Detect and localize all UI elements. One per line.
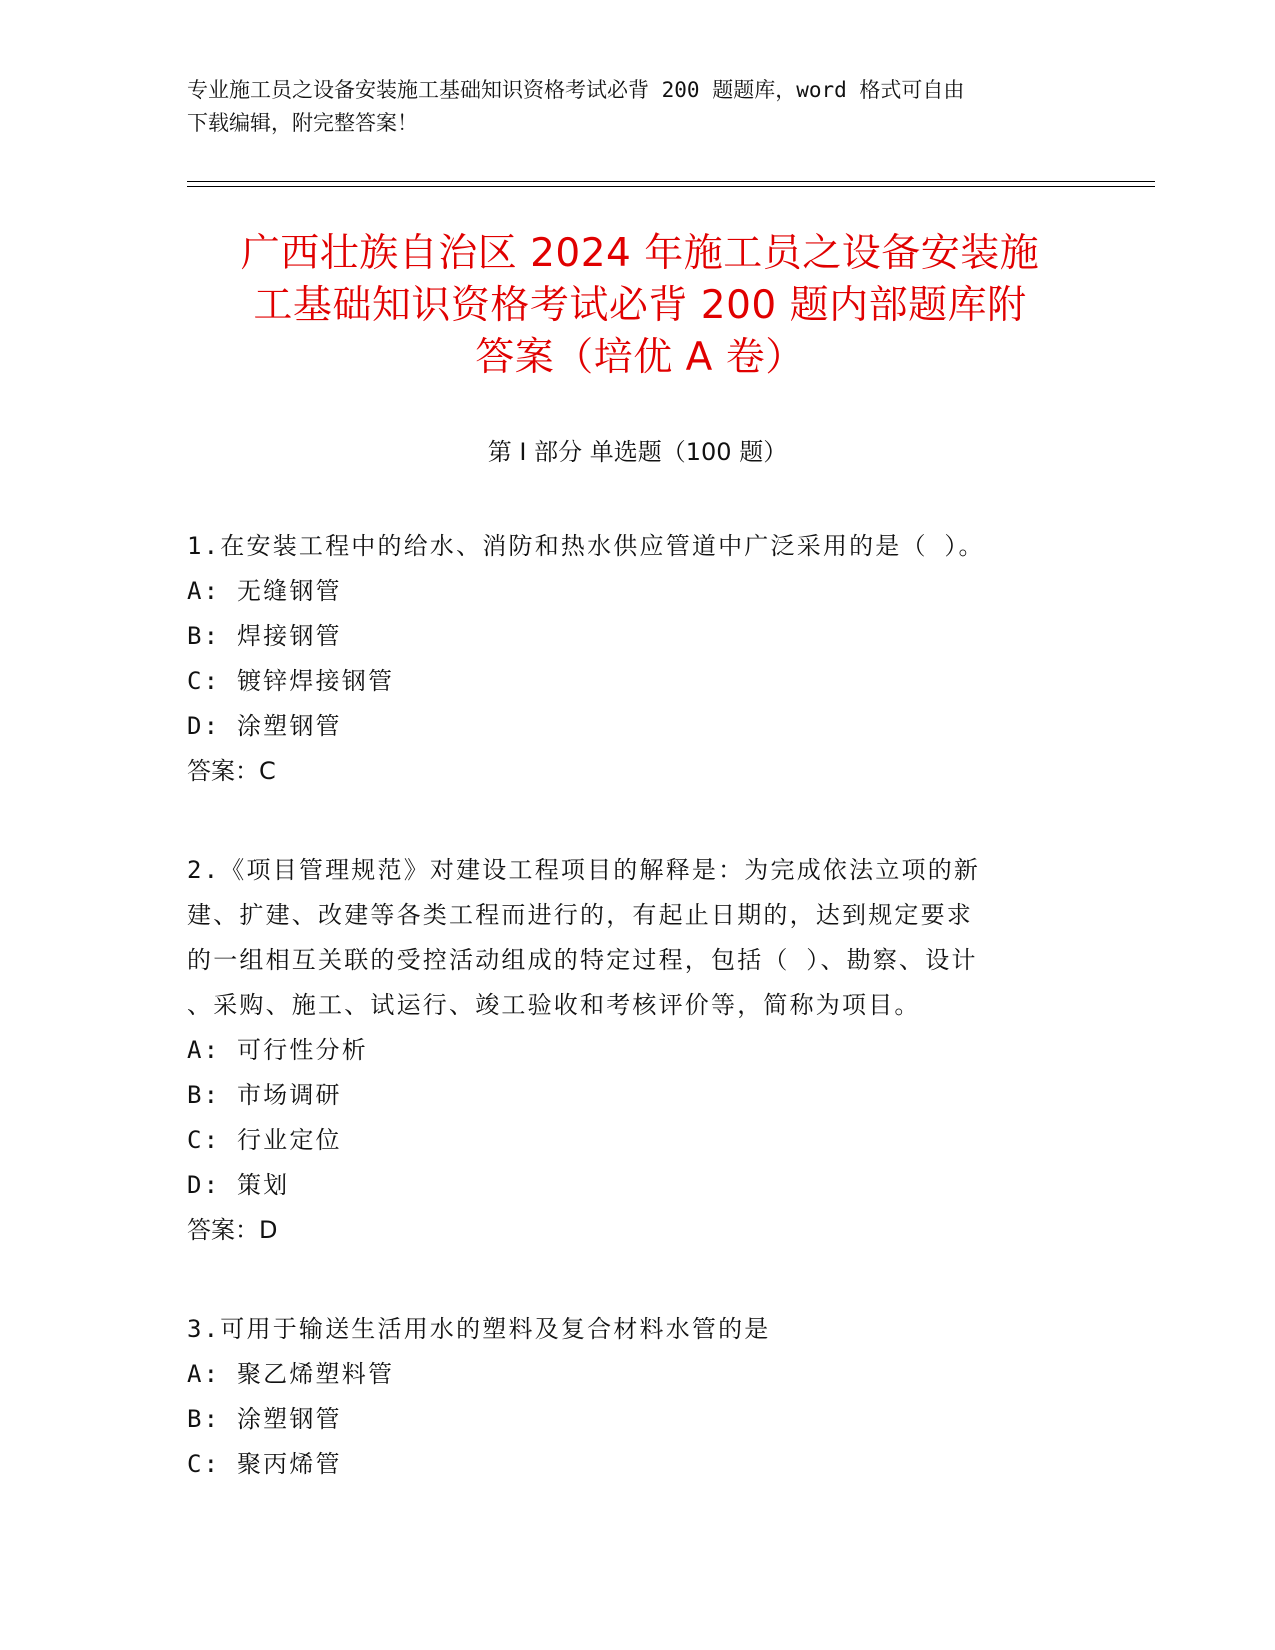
question-stem: 的一组相互关联的受控活动组成的特定过程，包括（ ）、勘察、设计 [187, 946, 978, 974]
question-2 [187, 848, 1067, 1253]
question-1 [187, 524, 1067, 794]
question-stem: 3.可用于输送生活用水的塑料及复合材料水管的是 [187, 1315, 771, 1343]
question-stem: 2.《项目管理规范》对建设工程项目的解释是：为完成依法立项的新 [187, 856, 981, 884]
title-line: 广西壮族自治区 2024 年施工员之设备安装施 [240, 231, 1040, 276]
section-heading: 第 I 部分 单选题（100 题） [487, 438, 788, 466]
title-line: 答案（培优 A 卷） [475, 335, 805, 380]
document-title [180, 228, 1100, 384]
option-b: B: 焊接钢管 [187, 622, 342, 650]
option-c: C: 聚丙烯管 [187, 1450, 342, 1478]
option-c: C: 行业定位 [187, 1126, 342, 1154]
option-b: B: 市场调研 [187, 1081, 342, 1109]
option-a: A: 可行性分析 [187, 1036, 368, 1064]
answer: 答案：C [187, 757, 276, 785]
intro-line: 下载编辑，附完整答案！ [187, 111, 418, 135]
option-d: D: 涂塑钢管 [187, 712, 342, 740]
question-stem: 、采购、施工、试运行、竣工验收和考核评价等，简称为项目。 [187, 991, 921, 1019]
question-3 [187, 1307, 1067, 1487]
option-a: A: 聚乙烯塑料管 [187, 1360, 395, 1388]
option-d: D: 策划 [187, 1171, 290, 1199]
option-a: A: 无缝钢管 [187, 577, 342, 605]
title-line: 工基础知识资格考试必背 200 题内部题库附 [253, 283, 1027, 328]
intro-line: 专业施工员之设备安装施工基础知识资格考试必背 200 题题库，word 格式可自由 [187, 78, 965, 102]
answer: 答案：D [187, 1216, 278, 1244]
intro-text [187, 74, 1087, 140]
question-stem: 1.在安装工程中的给水、消防和热水供应管道中广泛采用的是（ ）。 [187, 532, 985, 560]
header-rule-top [187, 181, 1155, 182]
option-b: B: 涂塑钢管 [187, 1405, 342, 1433]
question-stem: 建、扩建、改建等各类工程而进行的，有起止日期的，达到规定要求 [187, 901, 973, 929]
option-c: C: 镀锌焊接钢管 [187, 667, 395, 695]
header-rule-bottom [187, 186, 1155, 187]
